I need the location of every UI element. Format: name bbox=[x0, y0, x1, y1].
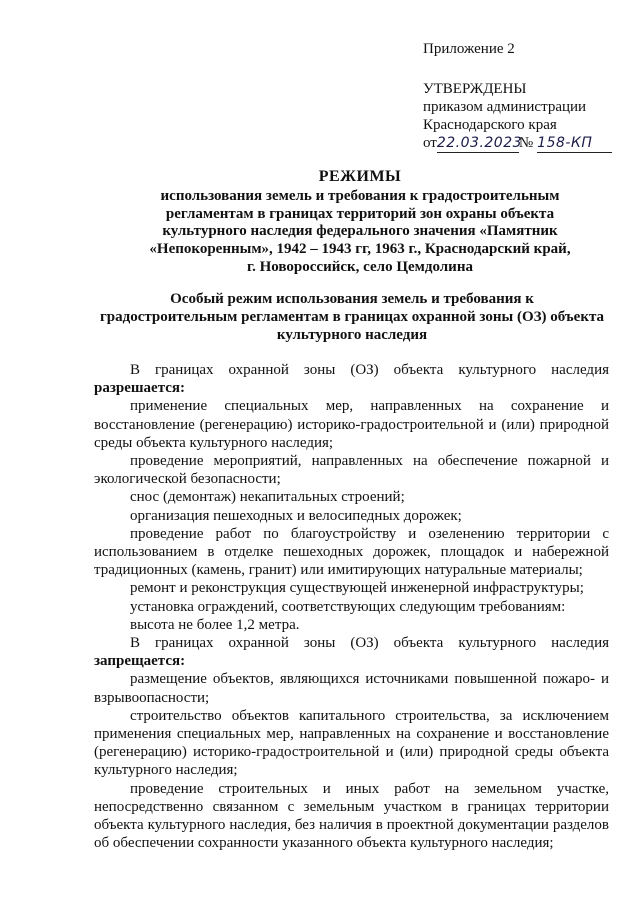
paragraph-item: проведение мероприятий, направленных на обеспечение пожарной и экологической безопасности; bbox=[94, 453, 609, 488]
title-line-2: регламентам в границах территорий зон охраны объекта bbox=[165, 205, 555, 222]
paragraph-permitted-intro bbox=[94, 361, 609, 379]
handwritten-number: 158-КП bbox=[537, 134, 612, 153]
title-line-5: г. Новороссийск, село Цемдолина bbox=[247, 258, 473, 275]
paragraph-prohibited-intro bbox=[94, 634, 609, 652]
title-line-4: «Непокоренным», 1942 – 1943 гг, 1963 г., Краснодарский край, bbox=[149, 241, 571, 258]
subtitle-line-1: Особый режим использования земель и требования к bbox=[170, 291, 534, 307]
paragraph-item: организация пешеходных и велосипедных дорожек; bbox=[130, 507, 462, 524]
paragraph-item: строительство объектов капитального строительства, за исключением применения специальных мер, направленных на сохранение и восстановление (регенерацию) историко-градостроительной и (или) природной среды объекта культурного наследия; bbox=[94, 707, 609, 779]
paragraph-prohibited-label bbox=[94, 652, 609, 670]
section-subtitle bbox=[96, 290, 608, 344]
paragraph-item: ремонт и реконструкция существующей инженерной инфраструктуры; bbox=[130, 580, 584, 597]
date-prefix: от bbox=[423, 135, 437, 151]
number-prefix: № bbox=[518, 135, 534, 151]
approved-heading: УТВЕРЖДЕНЫ bbox=[423, 81, 527, 97]
title-line-3: культурного наследия федерального значения «Памятник bbox=[162, 223, 558, 240]
order-line-2: Краснодарского края bbox=[423, 117, 557, 133]
permitted-label: разрешается: bbox=[94, 380, 186, 397]
paragraph-item: установка ограждений, соответствующих следующим требованиям: bbox=[130, 598, 566, 615]
document-body bbox=[94, 361, 609, 852]
title-main: РЕЖИМЫ bbox=[318, 168, 402, 185]
order-date-number-line bbox=[423, 134, 612, 153]
subtitle-line-2: градостроительным регламентам в границах охранной зоны (ОЗ) объекта bbox=[99, 309, 605, 325]
order-line-1: приказом администрации bbox=[423, 99, 587, 115]
paragraph-item: размещение объектов, являющихся источниками повышенной пожаро- и взрывоопасности; bbox=[94, 671, 609, 706]
document-title bbox=[120, 168, 600, 277]
paragraph-item: проведение строительных и иных работ на земельном участке, непосредственно связанном с земельным участком в границах территории объекта культурного наследия, без наличия в проектной документации разделов об обеспечении сохранности указанного объекта культурного наследия; bbox=[94, 780, 609, 852]
paragraph-item: снос (демонтаж) некапитальных строений; bbox=[130, 489, 405, 506]
handwritten-date: 22.03.2023 bbox=[436, 135, 523, 151]
paragraph-item: проведение работ по благоустройству и озеленению территории с использованием в отделке пешеходных дорожек, площадок и набережной традиционных (камень, гранит) или имитирующих натуральные материалы; bbox=[94, 525, 609, 579]
approval-block bbox=[423, 80, 612, 153]
paragraph-item: применение специальных мер, направленных на сохранение и восстановление (регенерацию) историко-градостроительной и (или) природной среды объекта культурного наследия; bbox=[94, 398, 609, 451]
paragraph-permitted-label bbox=[94, 379, 609, 397]
appendix-label: Приложение 2 bbox=[423, 41, 515, 57]
subtitle-line-3: культурного наследия bbox=[276, 327, 428, 343]
prohibited-label: запрещается: bbox=[94, 653, 186, 670]
title-line-1: использования земель и требования к градостроительным bbox=[160, 187, 560, 204]
paragraph-text: В границах охранной зоны (ОЗ) объекта культурного наследия bbox=[130, 362, 609, 378]
paragraph-item: высота не более 1,2 метра. bbox=[130, 616, 300, 633]
paragraph-text: В границах охранной зоны (ОЗ) объекта культурного наследия bbox=[130, 635, 609, 652]
